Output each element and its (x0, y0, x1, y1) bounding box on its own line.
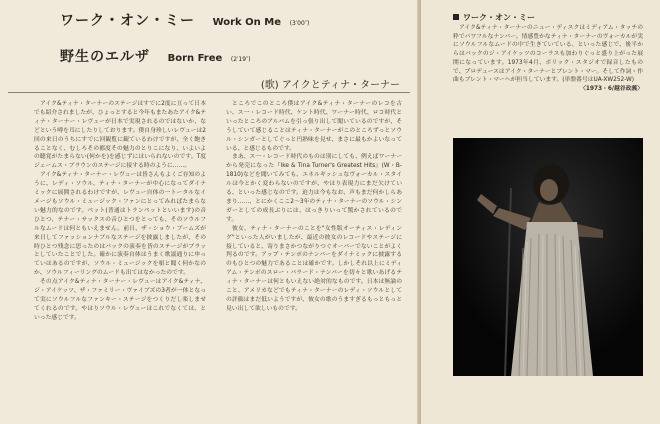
paragraph: ところでこのところ僕はアイク&ティナ・ターナーのレコを古い、ス一・レコード時代、ケント時代、ワーナー時代、ロコ時代といったところのアルバムを引っ張り出して聞いているのですが、そうしていて感じることはティナ・ターナーがこのところずっとソウル・シンガーとしてぐっと円熟味を見せ、まさに最もかよいなっている、と感じるものです。 (226, 101, 402, 152)
divider (8, 92, 410, 93)
right-heading (453, 12, 535, 23)
performer-photo (453, 138, 643, 376)
commentary-column-1 (34, 100, 206, 323)
song-title-1-en: Work On Me (212, 17, 282, 28)
performer-photo-image (453, 138, 643, 376)
song-title-2 (60, 46, 251, 66)
paragraph: アイク&ティナ・ターナーのステージはすでに2度に亘って日本でも紹介されましたが、ひょっとすると今年もまたあたアイク&ティナ・ターナー・レヴューが日本で実現されるのではないか、などという噂を耳にしたりしております。僕自身珍しいレヴューは2回の来日のうちにすでに回観覧に観ているわけですが、全く飽きることなく、むしろその都度その魅力のとりこになり、いよいよの聴覚がたまらない(何かを)を感じずにはいられないのです。T度ジェームス・ブラウンのステージに接する時のように……。 (34, 101, 206, 170)
song-title-2-duration: (2′19″) (230, 56, 251, 63)
square-bullet-icon (453, 14, 459, 20)
right-page (421, 0, 660, 424)
song-title-1 (60, 10, 309, 30)
paragraph: アイク&ティナ・ターナーのニュー・ディスクはミディアム・タッチの粋でパワフルなナンバー。情感豊かなティナ・ターナーのヴォーカルが実にソウルフルなムードの中で生きていている、といった感じで、後半からはバックのジ・アイケッツのコーラスも加わりぐっと盛り上がった展開になっています。1973年4月、ボリック・スタジオで録音したもので、プロデュースはアイク・ターナーとブレント・マー。そして作詞・作曲もブレント・マーへが担当しています。(単盤番号はUA-XW252-W) (453, 25, 643, 84)
song-title-1-duration: (3′00″) (289, 20, 310, 27)
paragraph: 彼女、ティナ・ターナーのことを"女性版オーティス・レディング"といった人がいましたが、最近の彼女のレコードやステージに接していると、寄りまさかつながりつぐオーバーでないことがよく判るのです。アップ・テンポのナンバーをダイナミックに披露するのもひとつの魅力であることは確かです。しかしそれ以上にミディアム・テンポのスロー・バラード・ナンバーを切々と歌いあげるティナ・ターナーは何ともいえない絶対的なものです。日本は無論のこと、アメリカなどでもティナ・ターナーのレディ・ソウルとしての評価はまだ低いようですが、彼女の歌のうますぎるもっともっと見い出して欲しいものです。 (226, 225, 402, 312)
paragraph: その点アイク&ティナ・ターナー・レヴューはアイク&ティナ、ジ・アイケッツ、ザ・ファミリー・ヴァイブズの3者が一体となって実にソウルフルなファンキー・ステージをつくりだし楽しませてくれるのです。やはりソウル・レヴューはこれでなくては、といった感じです。 (34, 279, 206, 321)
paragraph: まあ、ス一・レコード時代のものは別にしても、例えばワーナーから発売になった『Ike & Tina Turner's Greatest Hits』(W・B-1810)などを聞いてみても、エネルギッシュなヴォーカル・スタイルは今とかく変わらないのですが、やはり表現力にまだ欠けている、といった感じなのです。迫力は今もなお、声もまだ何かしらあまり……、とにかくここ2〜3年のティナ・ターナーのソウル・シンガーとしての成長ぶりには、はっきりいって驚かされているのです。 (226, 154, 402, 223)
paragraph: アイク&ティナ・ターナー・レヴューは皆さんもよくご存知のように、レディ・ソウル、ティナ・ターナーが中心になってダイナミックに展開されるわけですが、レヴュー自体の一トータルなイメージもソウル・ミュージック・ファンにとってみればたまらない魅力的なのです。ペット(普通はトランペットといいます)の音ひとつ、テナー・サックスの音ひとつをとっても、そのソウルフルなムードは何ともいえません。前日、ザ・ショウ・ブームズが来日してファッションナブルなステージを披露しましたが、その時ひとつ残念に思ったのはバックの演奏を皆のステージがブラッとしていたことでした。確かに演奏自体はうまく歌謡通りに申っていはあるのですが、ソウル・ミュージックを唄と聞く何かなのか、ソウルフィーリングのムードも出てはなかったのです。 (34, 172, 206, 277)
song-title-2-en: Born Free (167, 53, 223, 64)
song-description (453, 24, 643, 94)
date-credit: 〈1973・6/越谷政義〉 (580, 85, 643, 92)
song-title-1-jp: ワーク・オン・ミー (60, 13, 195, 29)
song-title-2-jp: 野生のエルザ (60, 49, 150, 65)
commentary-column-2 (226, 100, 402, 314)
singer-credit: (歌) アイクとティナ・ターナー (260, 80, 400, 91)
right-heading-text: ワーク・オン・ミー (463, 13, 535, 22)
